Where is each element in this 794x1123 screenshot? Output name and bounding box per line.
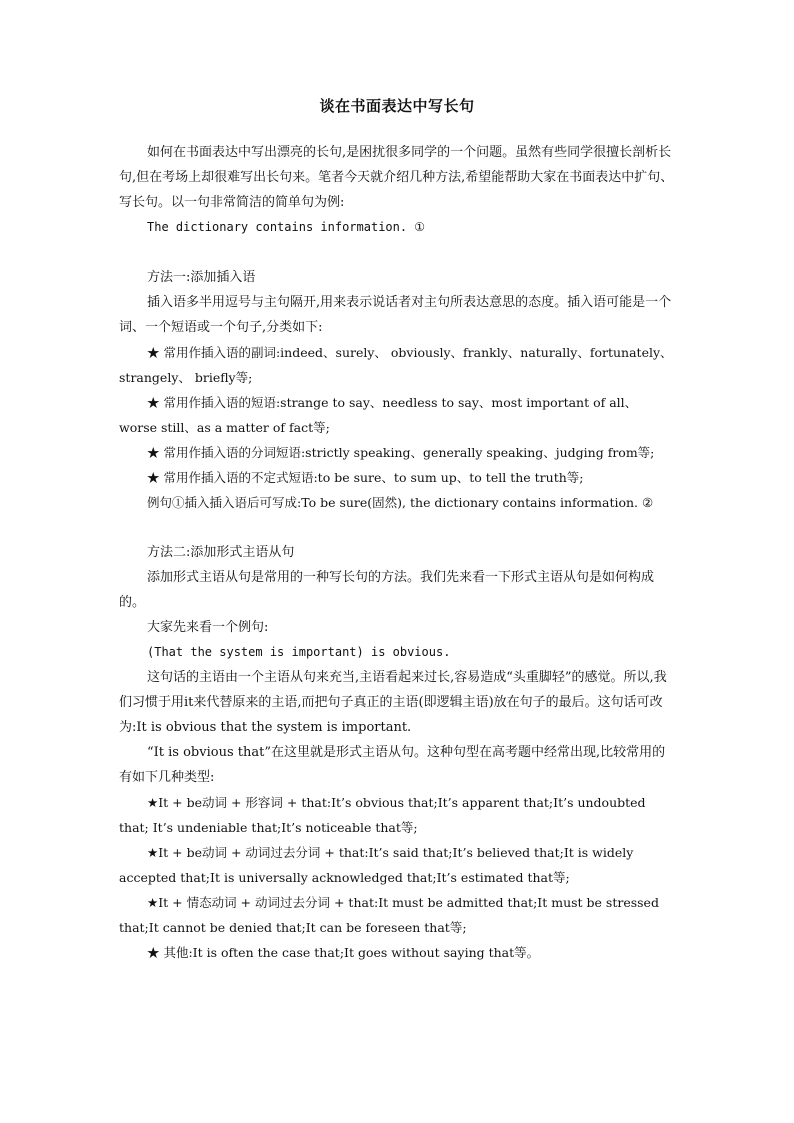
method2-item-other: ★ 其他:It is often the case that;It goes without saying that等。 <box>147 945 540 960</box>
method1-example: 例句①插入插入语后可写成:To be sure(固然), the dictionary contains information. ② <box>147 495 654 510</box>
document-body <box>119 140 675 965</box>
example-sentence-1: The dictionary contains information. ① <box>147 220 426 234</box>
method1-description: 插入语多半用逗号与主句隔开,用来表示说话者对主句所表达意思的态度。插入语可能是一个词、一个短语或一个句子,分类如下: <box>119 295 672 335</box>
method2-explanation: 这句话的主语由一个主语从句来充当,主语看起来过长,容易造成“头重脚轻”的感觉。所以,我们习惯于用it来代替原来的主语,而把句子真正的主语(即逻辑主语)放在句子的最后。这句话可改为:It is obvious that the system is important. <box>119 670 667 735</box>
method2-description: 添加形式主语从句是常用的一种写长句的方法。我们先来看一下形式主语从句是如何构成的。 <box>119 570 655 610</box>
spacer <box>119 515 675 540</box>
method2-item-past-participle: ★It + be动词 + 动词过去分词 + that:It’s said that;It’s believed that;It is widely accepted that;It is universally acknowledged that;It’s estimated that等; <box>119 845 634 885</box>
method2-item-modal: ★It + 情态动词 + 动词过去分词 + that:It must be admitted that;It must be stressed that;It cannot be denied that;It can be foreseen that等; <box>119 895 659 935</box>
intro-paragraph: 如何在书面表达中写出漂亮的长句,是困扰很多同学的一个问题。虽然有些同学很擅长剖析长句,但在考场上却很难写出长句来。笔者今天就介绍几种方法,希望能帮助大家在书面表达中扩句、写长句。以一句非常简洁的简单句为例: <box>119 145 674 210</box>
method2-lead: 大家先来看一个例句: <box>147 620 269 635</box>
method1-item-infinitives: ★ 常用作插入语的不定式短语:to be sure、to sum up、to tell the truth等; <box>147 470 584 485</box>
method1-item-adverbs: ★ 常用作插入语的副词:indeed、surely、 obviously、frankly、naturally、fortunately、strangely、 briefly等; <box>119 345 673 385</box>
method2-note: “It is obvious that”在这里就是形式主语从句。这种句型在高考题中经常出现,比较常用的有如下几种类型: <box>119 745 666 785</box>
method1-item-phrases: ★ 常用作插入语的短语:strange to say、needless to say、most important of all、worse still、as a matter of fact等; <box>119 395 638 435</box>
method1-item-participles: ★ 常用作插入语的分词短语:strictly speaking、generally speaking、judging from等; <box>147 445 655 460</box>
document-title: 谈在书面表达中写长句 <box>319 97 475 115</box>
method2-item-adjective: ★It + be动词 + 形容词 + that:It’s obvious that;It’s apparent that;It’s undoubted that; It’s undeniable that;It’s noticeable that等; <box>119 795 646 835</box>
method2-heading: 方法二:添加形式主语从句 <box>147 545 295 560</box>
spacer <box>119 240 675 265</box>
method2-example: (That the system is important) is obvious. <box>147 645 451 659</box>
method1-heading: 方法一:添加插入语 <box>147 270 256 285</box>
